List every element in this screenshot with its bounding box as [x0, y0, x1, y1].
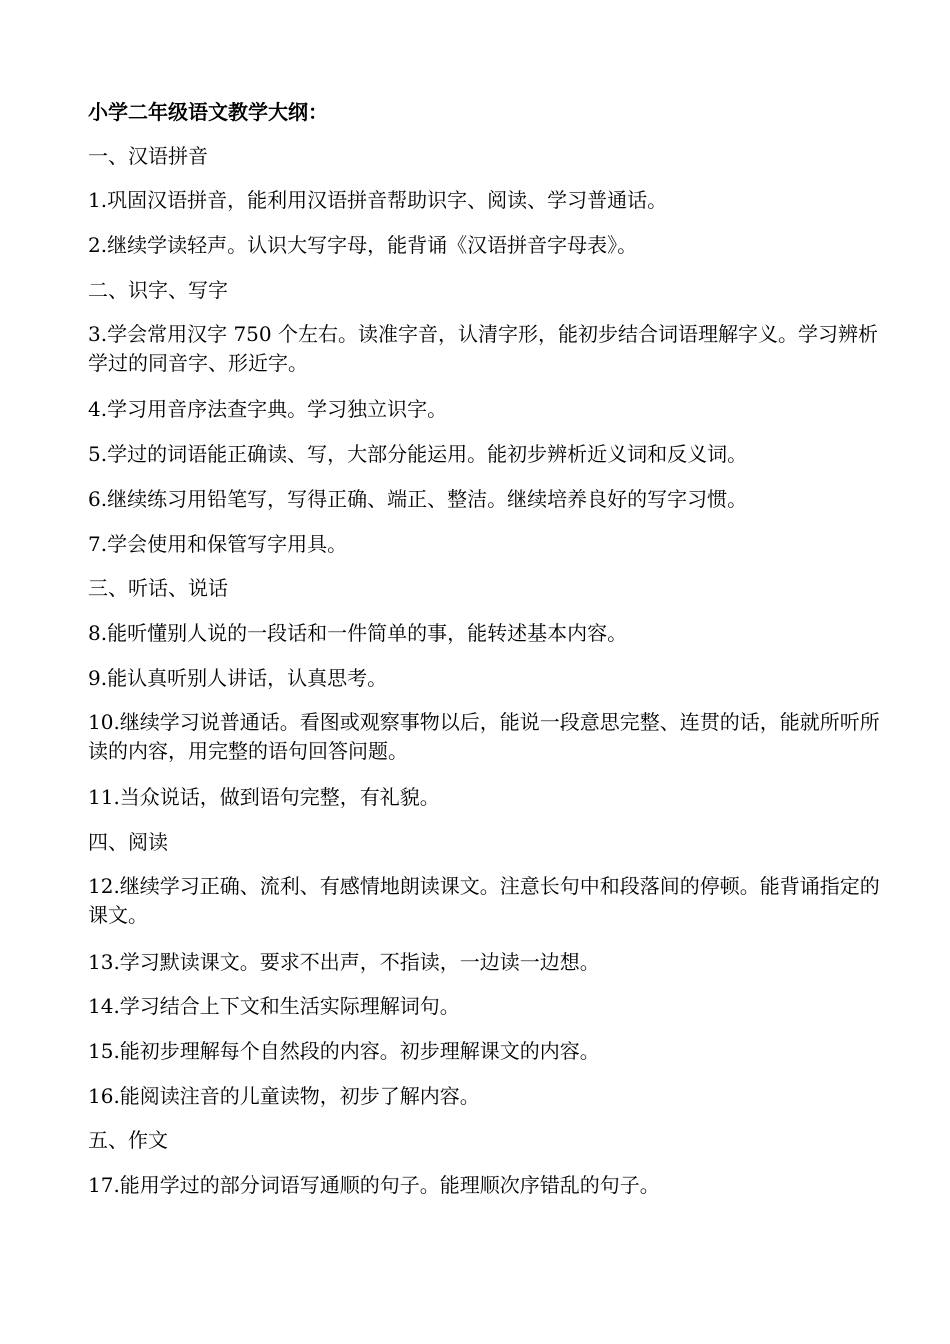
- list-item-14: 14.学习结合上下文和生活实际理解词句。: [88, 994, 460, 1018]
- list-item-15: 15.能初步理解每个自然段的内容。初步理解课文的内容。: [88, 1039, 600, 1063]
- list-item-13: 13.学习默读课文。要求不出声，不指读，一边读一边想。: [88, 950, 600, 974]
- list-item-11: 11.当众说话，做到语句完整，有礼貌。: [88, 785, 440, 809]
- list-item-17: 17.能用学过的部分词语写通顺的句子。能理顺次序错乱的句子。: [88, 1173, 660, 1197]
- section-heading-pinyin: 一、汉语拼音: [88, 144, 208, 168]
- list-item-6: 6.继续练习用铅笔写，写得正确、端正、整洁。继续培养良好的写字习惯。: [88, 487, 748, 511]
- list-item-8: 8.能听懂别人说的一段话和一件简单的事，能转述基本内容。: [88, 621, 628, 645]
- list-item-10: 10.继续学习说普通话。看图或观察事物以后，能说一段意思完整、连贯的话，能就所听所读的内容，用完整的语句回答问题。: [88, 710, 880, 763]
- list-item-12: 12.继续学习正确、流利、有感情地朗读课文。注意长句中和段落间的停顿。能背诵指定的课文。: [88, 874, 880, 927]
- list-item-1: 1.巩固汉语拼音，能利用汉语拼音帮助识字、阅读、学习普通话。: [88, 188, 668, 212]
- section-heading-composition: 五、作文: [88, 1128, 168, 1152]
- list-item-9: 9.能认真听别人讲话，认真思考。: [88, 666, 388, 690]
- list-item-5: 5.学过的词语能正确读、写，大部分能运用。能初步辨析近义词和反义词。: [88, 442, 748, 466]
- section-heading-listening-speaking: 三、听话、说话: [88, 576, 228, 600]
- section-heading-literacy-writing: 二、识字、写字: [88, 278, 228, 302]
- document-title: 小学二年级语文教学大纲：: [88, 100, 328, 124]
- list-item-3: 3.学会常用汉字 750 个左右。读准字音，认清字形，能初步结合词语理解字义。学习辨析学过的同音字、形近字。: [88, 322, 878, 375]
- list-item-2: 2.继续学读轻声。认识大写字母，能背诵《汉语拼音字母表》。: [88, 233, 638, 257]
- section-heading-reading: 四、阅读: [88, 830, 168, 854]
- list-item-4: 4.学习用音序法查字典。学习独立识字。: [88, 397, 448, 421]
- list-item-16: 16.能阅读注音的儿童读物，初步了解内容。: [88, 1084, 480, 1108]
- list-item-7: 7.学会使用和保管写字用具。: [88, 532, 348, 556]
